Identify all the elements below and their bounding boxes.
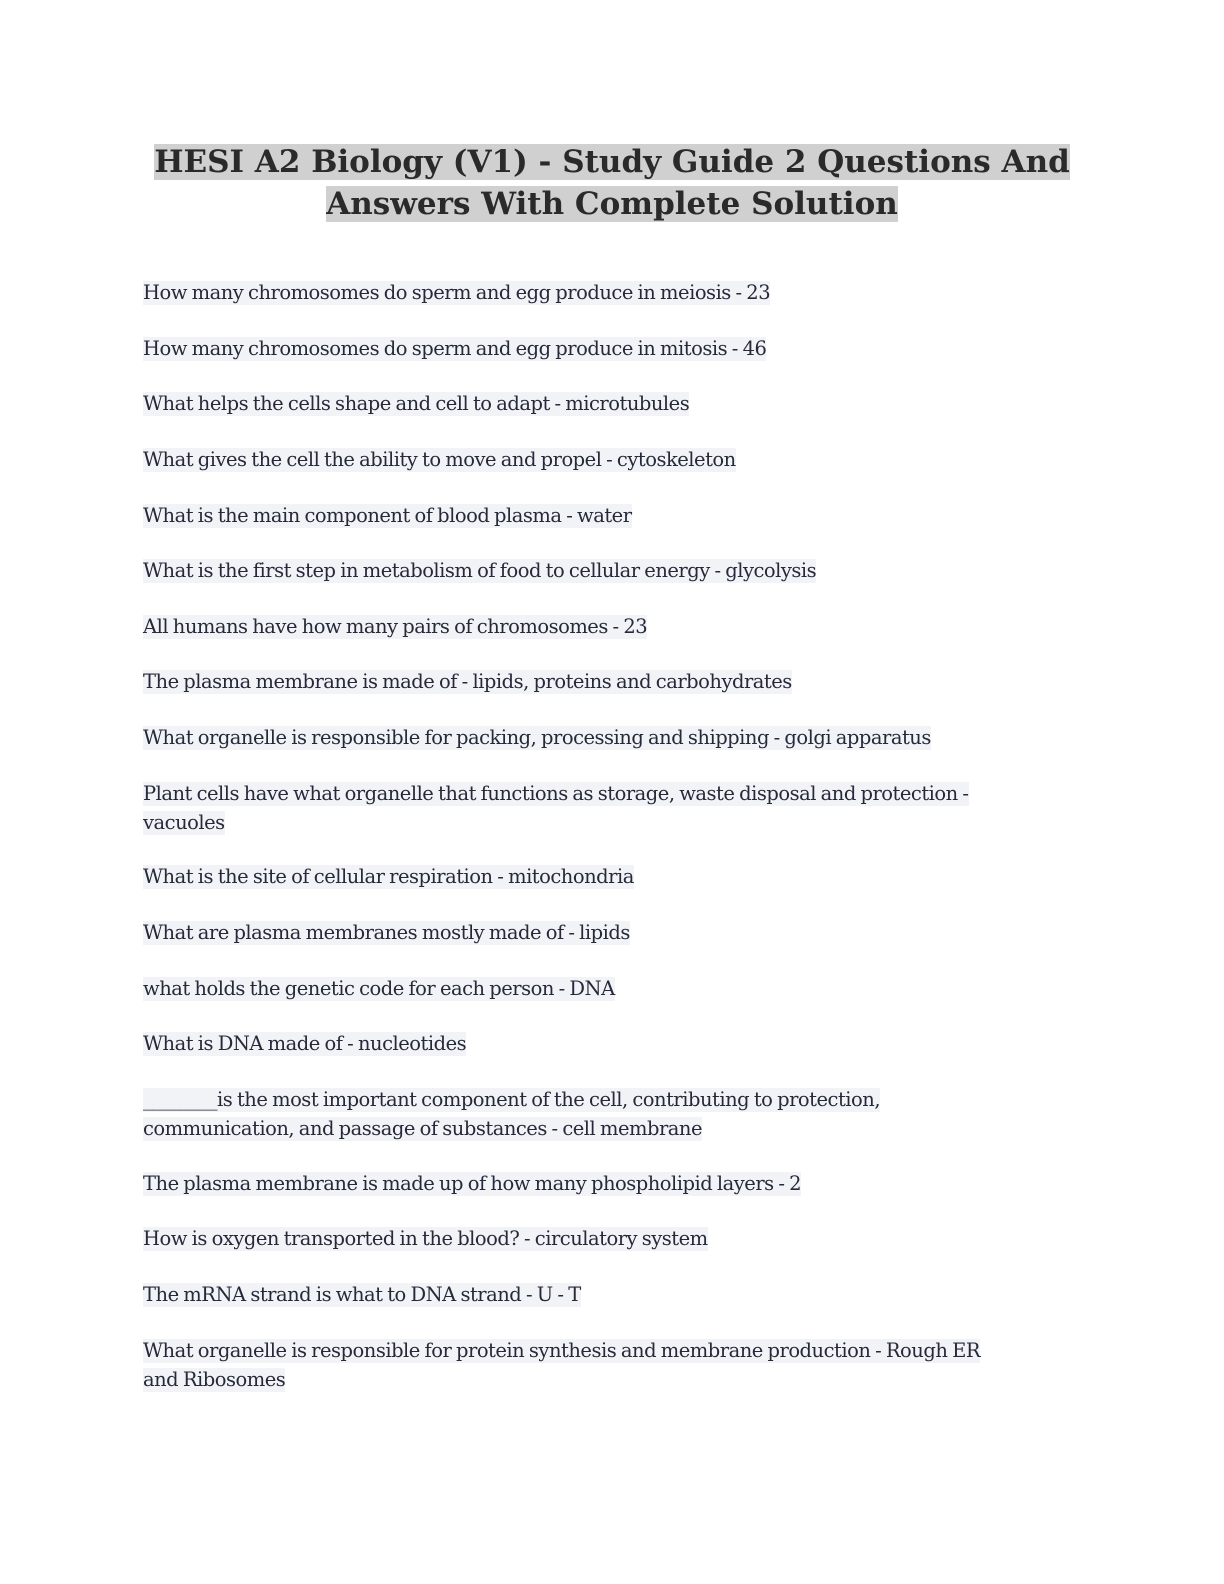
qa-item-8: The plasma membrane is made of - lipids, proteins and carbohydrates: [143, 670, 792, 693]
document-title: [143, 141, 1081, 225]
qa-item-10: Plant cells have what organelle that functions as storage, waste disposal and protection - vacuoles: [143, 782, 969, 834]
qa-item-13: what holds the genetic code for each person - DNA: [143, 977, 615, 1000]
qa-item-12: What are plasma membranes mostly made of - lipids: [143, 921, 630, 944]
title-line-1: HESI A2 Biology (V1) - Study Guide 2 Questions And: [154, 144, 1070, 180]
qa-item-1: How many chromosomes do sperm and egg produce in meiosis - 23: [143, 281, 771, 304]
qa-item-15: ________is the most important component of the cell, contributing to protection, communication, and passage of substances - cell membrane: [143, 1088, 881, 1140]
qa-item-14: What is DNA made of - nucleotides: [143, 1032, 467, 1055]
qa-item-18: The mRNA strand is what to DNA strand - U - T: [143, 1283, 581, 1306]
qa-item-2: How many chromosomes do sperm and egg produce in mitosis - 46: [143, 337, 767, 360]
qa-item-6: What is the first step in metabolism of food to cellular energy - glycolysis: [143, 559, 817, 582]
qa-item-4: What gives the cell the ability to move and propel - cytoskeleton: [143, 448, 736, 471]
title-line-2: Answers With Complete Solution: [326, 186, 898, 222]
qa-item-17: How is oxygen transported in the blood? - circulatory system: [143, 1227, 708, 1250]
qa-item-16: The plasma membrane is made up of how many phospholipid layers - 2: [143, 1172, 802, 1195]
qa-item-5: What is the main component of blood plasma - water: [143, 504, 632, 527]
qa-item-19: What organelle is responsible for protein synthesis and membrane production - Rough ER and Ribosomes: [143, 1339, 981, 1391]
qa-item-9: What organelle is responsible for packing, processing and shipping - golgi apparatus: [143, 726, 931, 749]
qa-item-7: All humans have how many pairs of chromosomes - 23: [143, 615, 648, 638]
qa-item-3: What helps the cells shape and cell to adapt - microtubules: [143, 392, 690, 415]
qa-item-11: What is the site of cellular respiration - mitochondria: [143, 865, 634, 888]
